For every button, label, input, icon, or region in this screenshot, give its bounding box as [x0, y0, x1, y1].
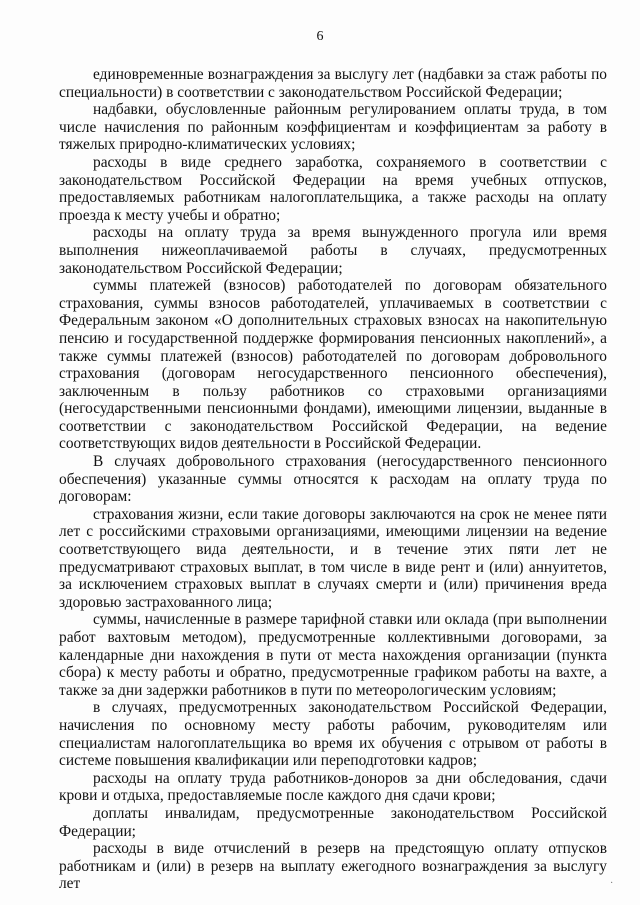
scan-mark: · [610, 878, 614, 889]
paragraph: расходы на оплату труда за время вынужденного прогула или время выполнения нижеоплачиваемой работы в случаях, предусмотренных законодательством Российской Федерации; [59, 224, 607, 277]
paragraph: в случаях, предусмотренных законодательством Российской Федерации, начисления по основному месту работы рабочим, руководителям или специалистам налогоплательщика во время их обучения с отрывом от работы в системе повышения квалификации или переподготовки кадров; [59, 699, 607, 770]
paragraph: суммы платежей (взносов) работодателей по договорам обязательного страхования, суммы взносов работодателей, уплачиваемых в соответствии с Федеральным законом «О дополнительных страховых взносах на накопительную пенсию и государственной поддержке формирования пенсионных накоплений», а также суммы платежей (взносов) работодателей по договорам добровольного страхования (договорам негосударственного пенсионного обеспечения), заключенным в пользу работников со страховыми организациями (негосударственными пенсионными фондами), имеющими лицензии, выданные в соответствии с законодательством Российской Федерации, на ведение соответствующих видов деятельности в Российской Федерации. [59, 277, 607, 453]
paragraph: страхования жизни, если такие договоры заключаются на срок не менее пяти лет с российскими страховыми организациями, имеющими лицензии на ведение соответствующего вида деятельности, и в течение этих пяти лет не предусматривают страховых выплат, в том числе в виде рент и (или) аннуитетов, за исключением страховых выплат в случаях смерти и (или) причинения вреда здоровью застрахованного лица; [59, 505, 607, 611]
paragraph: расходы на оплату труда работников-доноров за дни обследования, сдачи крови и отдыха, предоставляемые после каждого дня сдачи крови; [59, 769, 607, 805]
page-number: 6 [316, 29, 324, 44]
paragraph: расходы в виде среднего заработка, сохраняемого в соответствии с законодательством Российской Федерации на время учебных отпусков, предоставляемых работникам налогоплательщика, а также расходы на оплату проезда к месту учебы и обратно; [59, 153, 607, 224]
paragraph: единовременные вознаграждения за выслугу лет (надбавки за стаж работы по специальности) в соответствии с законодательством Российской Федерации; [59, 66, 607, 101]
paragraph: надбавки, обусловленные районным регулированием оплаты труда, в том числе начисления по районным коэффициентам и коэффициентам за работу в тяжелых природно-климатических условиях; [59, 101, 607, 154]
paragraph: суммы, начисленные в размере тарифной ставки или оклада (при выполнении работ вахтовым методом), предусмотренные коллективными договорами, за календарные дни нахождения в пути от места нахождения организации (пункта сбора) к месту работы и обратно, предусмотренные графиком работы на вахте, а также за дни задержки работников в пути по метеорологическим условиям; [59, 611, 607, 699]
body-text [59, 66, 607, 893]
paragraph: расходы в виде отчислений в резерв на предстоящую оплату отпусков работникам и (или) в резерв на выплату ежегодного вознаграждения за выслугу лет [59, 840, 607, 893]
paragraph: В случаях добровольного страхования (негосударственного пенсионного обеспечения) указанные суммы относятся к расходам на оплату труда по договорам: [59, 453, 607, 506]
paragraph: доплаты инвалидам, предусмотренные законодательством Российской Федерации; [59, 804, 607, 840]
